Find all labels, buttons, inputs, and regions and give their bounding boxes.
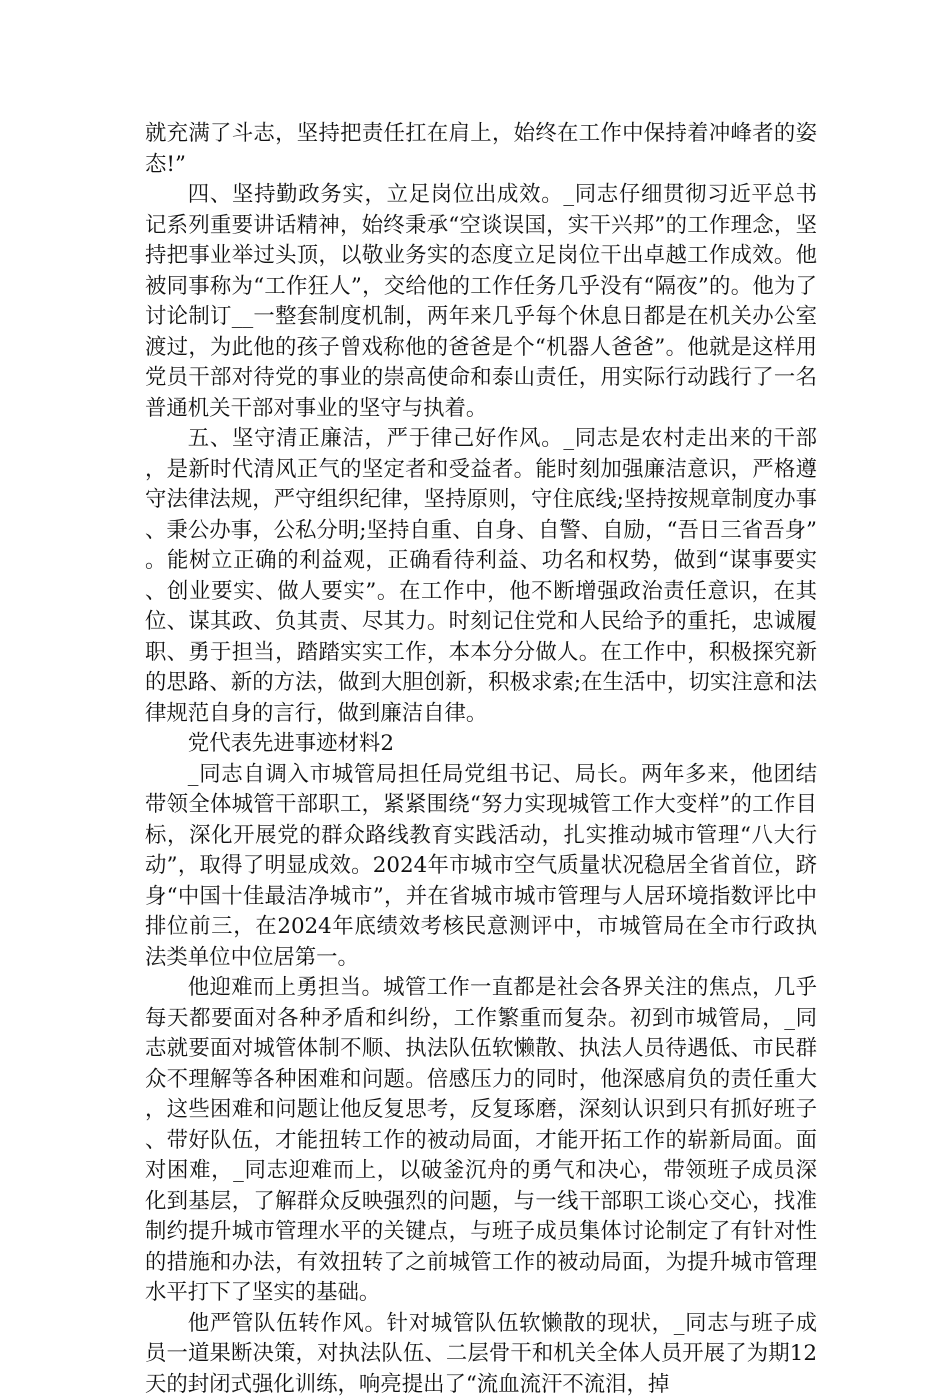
paragraph-team-management: 他严管队伍转作风。针对城管队伍软懒散的现状，_同志与班子成员一道果断决策，对执法队伍、二层骨干和机关全体人员开展了为期12天的封闭式强化训练，响亮提出了“流血流汗不流泪，掉 <box>145 1309 817 1400</box>
paragraph-intro: _同志自调入市城管局担任局党组书记、局长。两年多来，他团结带领全体城管干部职工，紧紧围绕“努力实现城管工作大变样”的工作目标，深化开展党的群众路线教育实践活动，扎实推动城市管理“八大行动”，取得了明显成效。2024年市城市空气质量状况稳居全省首位，跻身“中国十佳最洁净城市”，并在省城市城市管理与人居环境指数评比中排位前三，在2024年底绩效考核民意测评中，市城管局在全市行政执法类单位中位居第一。 <box>145 760 817 974</box>
paragraph-section-five: 五、坚守清正廉洁，严于律己好作风。_同志是农村走出来的干部，是新时代清风正气的坚定者和受益者。能时刻加强廉洁意识，严格遵守法律法规，严守组织纪律，坚持原则，守住底线;坚持按规章制度办事、秉公办事，公私分明;坚持自重、自身、自警、自励，“吾日三省吾身”。能树立正确的利益观，正确看待利益、功名和权势，做到“谋事要实、创业要实、做人要实”。在工作中，他不断增强政治责任意识，在其位、谋其政、负其责、尽其力。时刻记住党和人民给予的重托，忠诚履职、勇于担当，踏踏实实工作，本本分分做人。在工作中，积极探究新的思路、新的方法，做到大胆创新，积极求索;在生活中，切实注意和法律规范自身的言行，做到廉洁自律。 <box>145 424 817 729</box>
paragraph-section-four: 四、坚持勤政务实，立足岗位出成效。_同志仔细贯彻习近平总书记系列重要讲话精神，始终秉承“空谈误国，实干兴邦”的工作理念，坚持把事业举过头顶，以敬业务实的态度立足岗位干出卓越工作成效。他被同事称为“工作狂人”，交给他的工作任务几乎没有“隔夜”的。他为了讨论制订__一整套制度机制，两年来几乎每个休息日都是在机关办公室渡过，为此他的孩子曾戏称他的爸爸是个“机器人爸爸”。他就是这样用党员干部对待党的事业的崇高使命和泰山责任，用实际行动践行了一名普通机关干部对事业的坚守与执着。 <box>145 180 817 424</box>
paragraph-continuation: 就充满了斗志，坚持把责任扛在肩上，始终在工作中保持着冲峰者的姿态!” <box>145 119 817 180</box>
paragraph-responsibility: 他迎难而上勇担当。城管工作一直都是社会各界关注的焦点，几乎每天都要面对各种矛盾和纠纷，工作繁重而复杂。初到市城管局，_同志就要面对城管体制不顺、执法队伍软懒散、执法人员待遇低、市民群众不理解等各种困难和问题。倍感压力的同时，他深感肩负的责任重大，这些困难和问题让他反复思考，反复琢磨，深刻认识到只有抓好班子、带好队伍，才能扭转工作的被动局面，才能开拓工作的崭新局面。面对困难，_同志迎难而上，以破釜沉舟的勇气和决心，带领班子成员深化到基层，了解群众反映强烈的问题，与一线干部职工谈心交心，找准制约提升城市管理水平的关键点，与班子成员集体讨论制定了有针对性的措施和办法，有效扭转了之前城管工作的被动局面，为提升城市管理水平打下了坚实的基础。 <box>145 973 817 1309</box>
document-page <box>145 119 817 1400</box>
section-heading: 党代表先进事迹材料2 <box>145 729 817 760</box>
